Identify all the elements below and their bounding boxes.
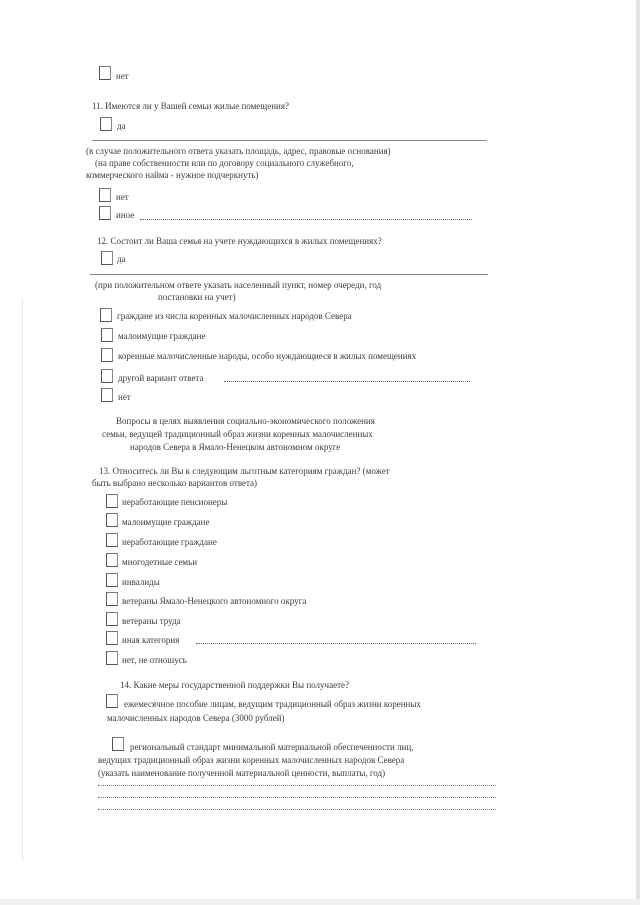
q13-opt8-field[interactable] <box>196 643 476 644</box>
section-heading-line1: Вопросы в целях выявления социально-экономического положения <box>116 416 375 426</box>
scan-edge-bottom <box>0 899 640 905</box>
q13-opt1-checkbox[interactable] <box>106 494 118 508</box>
q13-opt4-label: многодетные семьи <box>122 557 198 567</box>
q11-answer-line[interactable] <box>92 140 487 141</box>
q13-opt3-label: неработающие граждане <box>122 537 217 547</box>
q10-net-label: нет <box>116 71 129 81</box>
q14-opt2-line3: (указать наименование полученной материальной ценности, выплаты, год) <box>98 768 386 778</box>
q12-opt2-checkbox[interactable] <box>101 328 113 342</box>
q14-answer-line-3[interactable] <box>98 809 496 810</box>
q13-opt6-checkbox[interactable] <box>106 592 118 606</box>
q11-hint-1: (в случае положительного ответа указать площадь, адрес, правовые основания) <box>86 146 391 156</box>
q12-opt2-label: малоимущие граждане <box>118 331 206 341</box>
q13-opt8-label: иная категория <box>122 635 180 645</box>
q11-net-checkbox[interactable] <box>99 188 111 202</box>
q13-opt6-label: ветераны Ямало-Ненецкого автономного округа <box>122 596 307 606</box>
q13-opt4-checkbox[interactable] <box>106 553 118 567</box>
q12-hint-1: (при положительном ответе указать населенный пункт, номер очереди, год <box>95 280 382 290</box>
q11-da-checkbox[interactable] <box>100 117 112 131</box>
q12-opt4-label: другой вариант ответа <box>118 373 204 383</box>
q13-opt7-checkbox[interactable] <box>106 612 118 626</box>
q12-opt5-label: нет <box>118 392 131 402</box>
q14-answer-line-2[interactable] <box>98 797 496 798</box>
q13-opt5-checkbox[interactable] <box>106 573 118 587</box>
q12-opt4-checkbox[interactable] <box>101 369 113 383</box>
q11-hint-2: (на праве собственности или по договору социального служебного, <box>95 158 354 168</box>
q12-opt1-label: граждане из числа коренных малочисленных народов Севера <box>117 311 352 321</box>
q12-da-label: да <box>117 254 126 264</box>
q11-net-label: нет <box>116 192 129 202</box>
q11-hint-3: коммерческого найма - нужное подчеркнуть) <box>86 170 259 180</box>
q11-inoe-field[interactable] <box>140 219 472 220</box>
q11-question: 11. Имеются ли у Вашей семьи жилые помещения? <box>92 101 289 111</box>
q13-opt2-checkbox[interactable] <box>106 513 118 527</box>
q14-answer-line-1[interactable] <box>98 785 496 786</box>
q14-opt1-line1: ежемесячное пособие лицам, ведущим традиционный образ жизни коренных <box>124 699 421 709</box>
q12-opt5-checkbox[interactable] <box>101 388 113 402</box>
q12-opt1-checkbox[interactable] <box>100 308 112 322</box>
q11-da-label: да <box>117 121 126 131</box>
scan-edge-left <box>22 300 24 860</box>
q14-opt1-checkbox[interactable] <box>106 694 118 708</box>
q13-opt9-checkbox[interactable] <box>106 651 118 665</box>
q14-opt2-line1: региональный стандарт минимальной материальной обеспеченности лиц, <box>130 742 414 752</box>
scan-edge-right <box>636 0 640 905</box>
q12-opt4-field[interactable] <box>224 381 470 382</box>
q14-question: 14. Какие меры государственной поддержки Вы получаете? <box>120 680 349 690</box>
q11-inoe-label: иное <box>116 210 135 220</box>
q12-opt3-checkbox[interactable] <box>101 348 113 362</box>
q13-opt5-label: инвалиды <box>122 577 160 587</box>
q12-da-checkbox[interactable] <box>101 251 113 265</box>
q13-opt7-label: ветераны труда <box>122 616 181 626</box>
q14-opt2-line2: ведущих традиционный образ жизни коренных малочисленных народов Севера <box>98 755 405 765</box>
q12-answer-line[interactable] <box>90 274 488 275</box>
q12-opt3-label: коренные малочисленные народы, особо нуждающиеся в жилых помещениях <box>118 351 417 361</box>
q11-inoe-checkbox[interactable] <box>99 206 111 220</box>
q12-question: 12. Состоит ли Ваша семья на учете нуждающихся в жилых помещениях? <box>97 236 382 246</box>
section-heading-line3: народов Севера в Ямало-Ненецком автономном округе <box>130 442 341 452</box>
q14-opt2-checkbox[interactable] <box>112 737 124 751</box>
q13-opt8-checkbox[interactable] <box>106 631 118 645</box>
q13-question-line2: быть выбрано несколько вариантов ответа) <box>92 478 258 488</box>
q13-question-line1: 13. Относитесь ли Вы к следующим льготным категориям граждан? (может <box>99 466 390 476</box>
q10-net-checkbox[interactable] <box>99 66 111 80</box>
section-heading-line2: семьи, ведущей традиционный образ жизни коренных малочисленных <box>102 429 373 439</box>
q13-opt1-label: неработающие пенсионеры <box>122 497 228 507</box>
q14-opt1-line2: малочисленных народов Севера (3000 рублей) <box>107 713 285 723</box>
q13-opt3-checkbox[interactable] <box>106 533 118 547</box>
q13-opt2-label: малоимущие граждане <box>122 517 210 527</box>
q12-hint-2: постановки на учет) <box>158 292 236 302</box>
q13-opt9-label: нет, не отношусь <box>122 655 187 665</box>
